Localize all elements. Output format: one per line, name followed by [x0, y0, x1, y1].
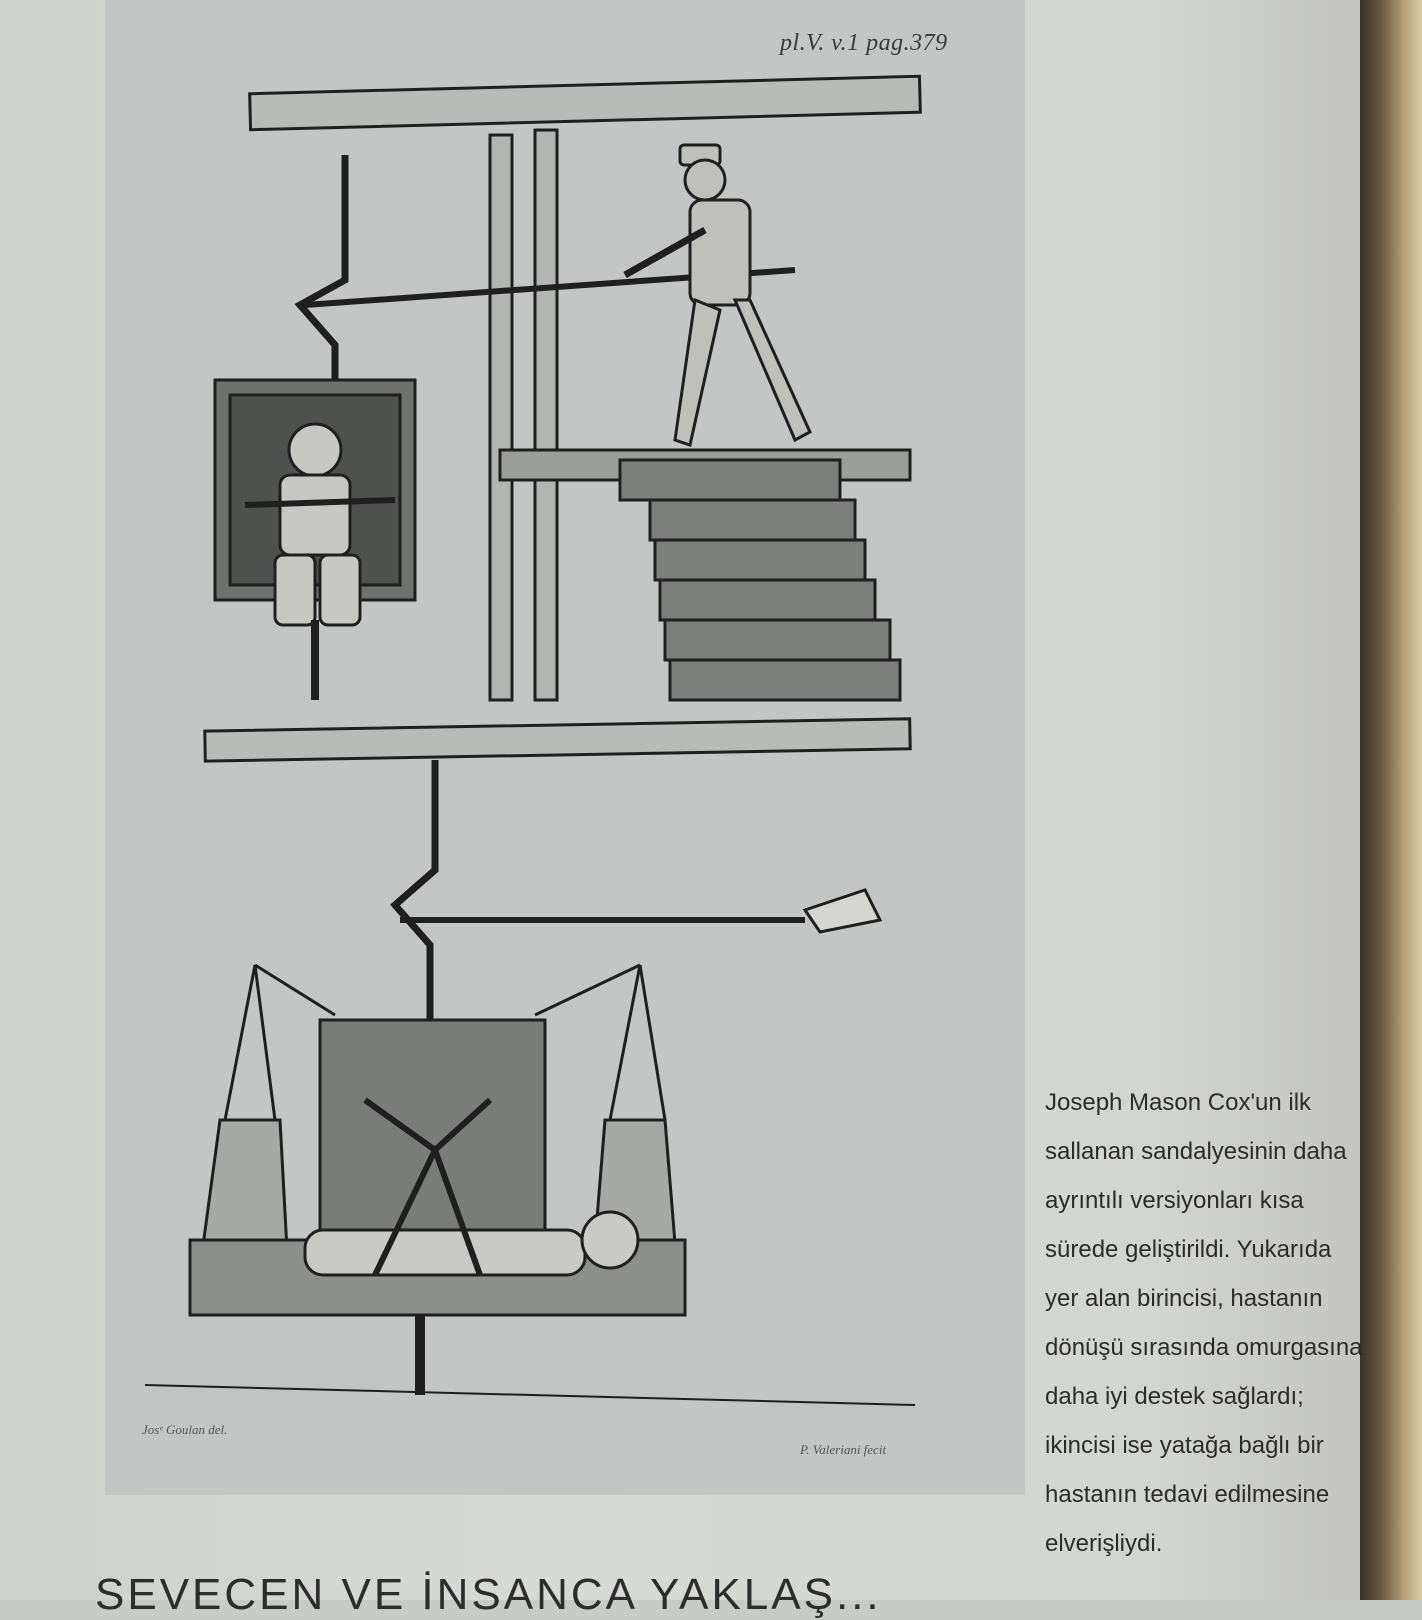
figure-caption: [1045, 1078, 1375, 1568]
plate-reference: pl.V. v.1 pag.379: [780, 30, 948, 56]
caption-line: sürede geliştirildi. Yukarıda: [1045, 1236, 1332, 1263]
operator-figure: [625, 145, 810, 445]
signature-left: Josᵉ Goulan del.: [142, 1422, 228, 1437]
caption-line: daha iyi destek sağlardı;: [1045, 1383, 1304, 1410]
caption-line: ikincisi ise yatağa bağlı bir: [1045, 1432, 1324, 1459]
engraving-illustration: [105, 60, 1025, 1460]
ground-line: [145, 1385, 915, 1405]
caption-line: yer alan birincisi, hastanın: [1045, 1285, 1323, 1312]
post-left: [490, 135, 512, 700]
lower-bed-box: [320, 1020, 545, 1240]
lower-crank-rod: [395, 760, 435, 1020]
caption-line: hastanın tedavi edilmesine: [1045, 1481, 1330, 1508]
post-right: [535, 130, 557, 700]
top-beam: [250, 76, 921, 130]
section-heading: SEVECEN VE İNSANCA YAKLAŞ...: [95, 1570, 882, 1619]
caption-line: elverişliydi.: [1045, 1530, 1163, 1557]
caption-line: sallanan sandalyesinin daha: [1045, 1138, 1347, 1165]
caption-line: ayrıntılı versiyonları kısa: [1045, 1187, 1304, 1214]
signature-right: P. Valeriani fecit: [800, 1442, 887, 1457]
middle-beam: [205, 719, 910, 761]
operator-hand: [805, 890, 880, 932]
caption-line: Joseph Mason Cox'un ilk: [1045, 1089, 1312, 1116]
upper-crank-rod: [300, 155, 345, 380]
caption-line: dönüşü sırasında omurgasına: [1045, 1334, 1363, 1361]
staircase: [620, 460, 900, 700]
right-hook-chain: [535, 965, 665, 1120]
